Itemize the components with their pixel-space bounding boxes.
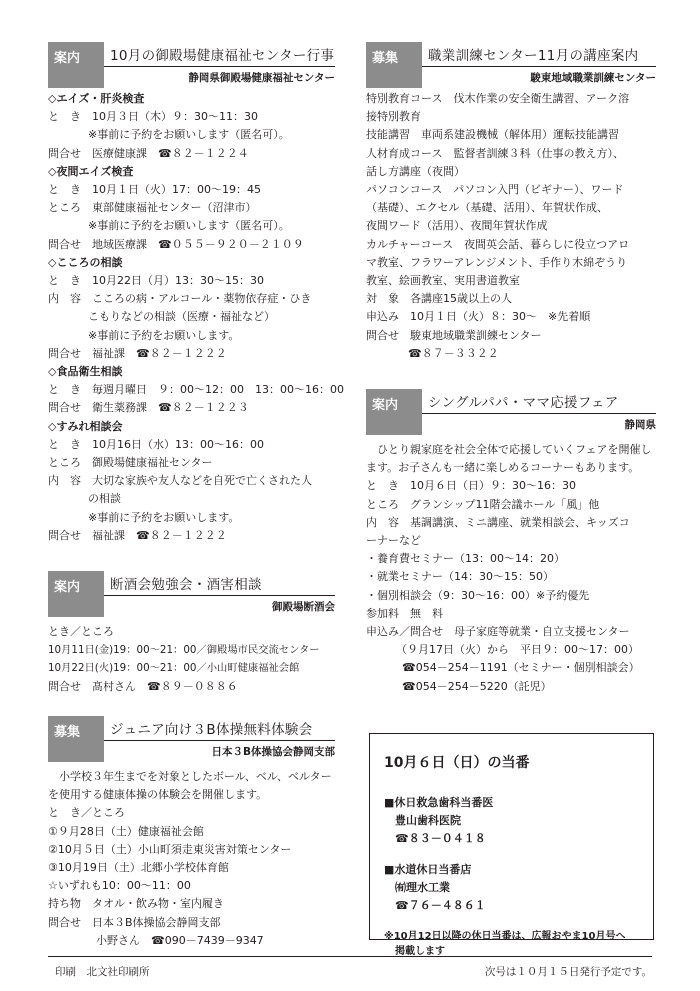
left-column [48, 42, 344, 950]
line: ※事前に予約をお願いします（匿名可）。 [88, 128, 290, 142]
line: 参加料 無 料 [366, 606, 443, 620]
title-rule [104, 740, 335, 741]
line: カルチャーコース 夜間英会話、暮らしに役立つアロ [366, 237, 630, 251]
item-heading: ◇夜間エイズ検査 [48, 164, 134, 178]
line: 問合せ 福祉課 ☎８２－１２２２ [48, 528, 227, 542]
line: 技能講習 車両系建設機械（解体用）運転技能講習 [366, 128, 619, 142]
section-tag: 案内 [366, 389, 422, 435]
line: ③10月19日（土）北郷小学校体育館 [48, 860, 229, 874]
line: ーナーなど [366, 534, 421, 548]
section-tag: 募集 [48, 716, 104, 762]
line: こもりなどの相談（医療・福祉など） [88, 310, 275, 324]
section-tag: 案内 [48, 571, 104, 617]
section-org: 日本３B体操協会静岡支部 [211, 745, 335, 758]
line: ・養育費セミナー（13：00～14：20） [366, 552, 565, 566]
line: 問合せ 福祉課 ☎８２－１２２２ [48, 346, 227, 360]
line: ※事前に予約をお願いします。 [88, 328, 240, 342]
line: ☎８７－３３２２ [408, 346, 499, 360]
intro-paragraph: 小学校３年生までを対象としたボール、ベル、ベルターを使用する健康体操の体験会を開催します。 [48, 769, 332, 802]
line: の相談 [88, 492, 121, 506]
line: 問合せ 医療健康課 ☎８２－１２２４ [48, 146, 249, 160]
section-title: 10月の御殿場健康福祉センター行事 [110, 48, 335, 64]
footer-next-issue: 次号は１０月１５日発行予定です。 [484, 966, 652, 978]
right-column [366, 42, 656, 696]
line: ※事前に予約をお願いします（匿名可）。 [88, 219, 290, 233]
section-header [48, 42, 335, 88]
line: 夜間ワード（活用）、夜間年賀状作成 [366, 219, 548, 233]
line: 話し方講座（夜間） [366, 164, 465, 178]
line: ところ 東部健康福祉センター（沼津市） [48, 201, 257, 215]
section-single-parent-fair [366, 389, 656, 696]
line: 内 容 基調講演、ミニ講座、就業相談会、キッズコ [366, 515, 630, 529]
section-tag: 募集 [366, 42, 422, 88]
line: 接特別教育 [366, 110, 421, 124]
title-rule [422, 66, 656, 67]
section-title: 断酒会勉強会・酒害相談 [110, 577, 262, 594]
line: と き 10月16日（水）13：00～16：00 [48, 437, 264, 451]
section-title: 職業訓練センター11月の講座案内 [428, 48, 639, 64]
line: と き 10月３日（木）９：30～11：30 [48, 110, 258, 124]
section-3b-exercise [48, 716, 335, 950]
section-sobriety-meeting [48, 571, 335, 696]
line: と き 10月１日（火）17：00～19：45 [48, 183, 261, 197]
line: ①９月28日（土）健康福祉会館 [48, 824, 204, 838]
title-rule [422, 413, 656, 414]
footer-rule [48, 956, 652, 957]
line: 10月11日(金)19：00～21：00／御殿場市民交流センター [48, 644, 320, 657]
line: 教室、絵画教室、実用書道教室 [366, 274, 520, 288]
line: 問合せ 地域医療課 ☎０５５－９２０－２１０９ [48, 237, 304, 251]
section-health-center-events [48, 42, 344, 545]
line: （９月17日（火）から 平日９：00～17：00） [396, 643, 639, 657]
section-header [366, 389, 656, 435]
item-heading: ◇すみれ相談会 [48, 419, 123, 433]
section-vocational-courses [366, 42, 656, 363]
section-header [48, 716, 335, 762]
line: とき／ところ [48, 625, 114, 639]
line: （基礎）、エクセル（基礎、活用）、年賀状作成、 [366, 201, 608, 215]
section-header [366, 42, 656, 88]
line: マ教室、フラワーアレンジメント、手作り木綿ぞうり [366, 255, 628, 269]
duty-line: ☎８３－０４１８ [395, 832, 486, 846]
line: ところ 御殿場健康福祉センター [48, 456, 213, 470]
section-org: 駿東地域職業訓練センター [530, 72, 656, 84]
line: 特別教育コース 伐木作業の安全衛生講習、アーク溶 [366, 92, 630, 105]
section-title: ジュニア向け３B体操無料体験会 [110, 721, 313, 738]
line: 10月22日(火)19：00～21：00／小山町健康福祉会館 [48, 662, 300, 675]
section-org: 静岡県御殿場健康福祉センター [188, 72, 335, 84]
item-heading: ◇エイズ・肝炎検査 [48, 92, 145, 105]
duty-heading: ■水道休日当番店 [384, 862, 472, 876]
line: 持ち物 タオル・飲み物・室内履き [48, 897, 224, 911]
line: ☎054－254－1191（セミナー・個別相談会） [402, 661, 640, 675]
line: ☆いずれも10：00～11：00 [48, 879, 191, 893]
item-heading: ◇こころの相談 [48, 255, 123, 269]
duty-note: ※10月12日以降の休日当番は、広報おやま10月号へ [384, 931, 626, 943]
section-tag: 案内 [48, 42, 104, 88]
line: 内 容 大切な家族や友人などを自死で亡くされた人 [48, 474, 312, 488]
line: と き 毎週月曜日 ９：00～12：00 13：00～16：00 [48, 383, 344, 397]
line: ②10月５日（土）小山町須走東災害対策センター [48, 842, 292, 856]
item-heading: ◇食品衛生相談 [48, 365, 123, 379]
footer-printer: 印刷 北文社印刷所 [55, 966, 150, 978]
duty-heading: ■休日救急歯科当番医 [384, 796, 494, 809]
line: 問合せ 衛生薬務課 ☎８２－１２２３ [48, 401, 249, 415]
title-rule [104, 595, 335, 596]
line: と き 10月６日（日）９：30～16：30 [366, 479, 576, 493]
line: 問合せ 日本３B体操協会静岡支部 [48, 915, 221, 929]
line: 小野さん ☎090－7439－9347 [96, 933, 264, 947]
holiday-duty-box [369, 733, 654, 958]
line: と き／ところ [48, 806, 125, 820]
line: 内 容 こころの病・アルコール・薬物依存症・ひき [48, 292, 312, 306]
section-title: シングルパパ・ママ応援フェア [428, 395, 619, 412]
section-org: 御殿場断酒会 [272, 601, 335, 614]
line: ・就業セミナー（14：30～15：50） [366, 570, 554, 584]
line: パソコンコース パソコン入門（ビギナー）、ワード [366, 183, 624, 197]
line: 人材育成コース 監督者訓練３科（仕事の教え方）、 [366, 146, 624, 160]
duty-title: 10月６日（日）の当番 [384, 755, 530, 771]
line: 対 象 各講座15歳以上の人 [366, 292, 512, 306]
line: 問合せ 髙村さん ☎８９－０８８６ [48, 679, 238, 693]
duty-line: 豊山歯科医院 [395, 814, 461, 828]
section-header [48, 571, 335, 617]
intro-paragraph: ひとり親家庭を社会全体で応援していくフェアを開催します。お子さんも一緒に楽しめるコーナーもあります。 [366, 443, 652, 475]
title-rule [104, 66, 335, 67]
line: ※事前に予約をお願いします。 [88, 510, 240, 524]
line: 申込み／問合せ 母子家庭等就業・自立支援センター [366, 625, 630, 639]
line: 問合せ 駿東地域職業訓練センター [366, 328, 542, 342]
duty-note: 掲載します [395, 946, 445, 958]
duty-line: ㈲理水工業 [395, 880, 450, 894]
section-org: 静岡県 [624, 419, 656, 432]
line: ところ グランシップ11階会議ホール「風」他 [366, 497, 600, 511]
line: ・個別相談会（9：30～16：00）※予約優先 [366, 588, 590, 602]
line: ☎054－254－5220（託児） [402, 679, 552, 693]
line: 申込み 10月１日（火）８：30～ ※先着順 [366, 310, 591, 324]
line: と き 10月22日（月）13：30～15：30 [48, 274, 264, 288]
duty-line: ☎７６－４８６１ [395, 899, 486, 913]
